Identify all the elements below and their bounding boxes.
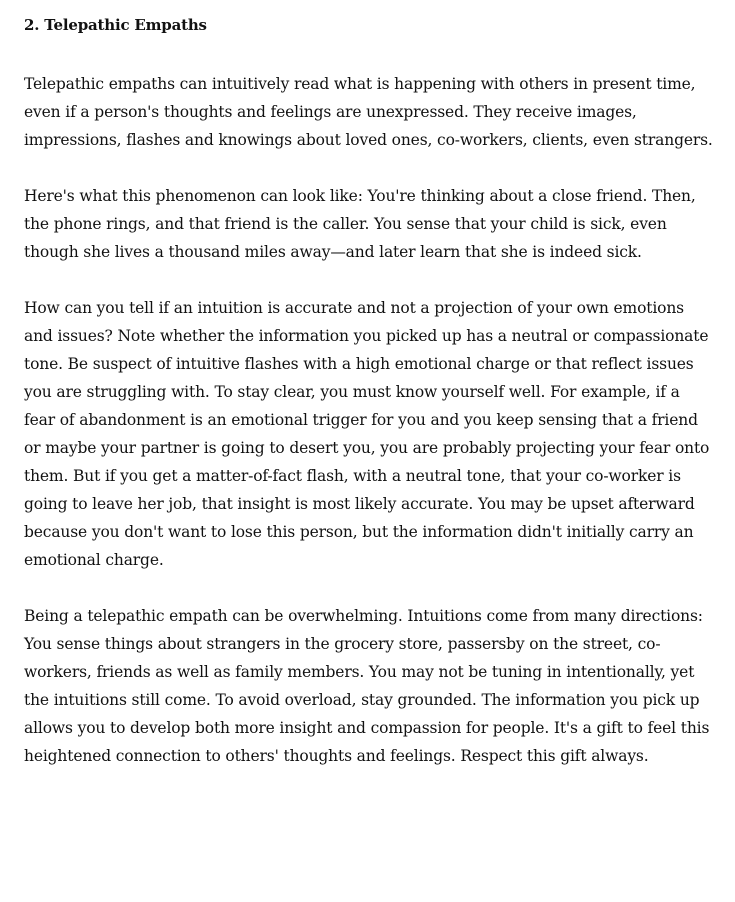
paragraph-4: Being a telepathic empath can be overwhelming. Intuitions come from many directions: You sense things about strangers in the grocery store, passersby on the street, co-workers, friends as well as family members. You may not be tuning in intentionally, yet the intuitions still come. To avoid overload, stay grounded. The information you pick up allows you to develop both more insight and compassion for people. It's a gift to feel this heightened connection to others' thoughts and feelings. Respect this gift always. — [24, 607, 710, 765]
paragraph-1: Telepathic empaths can intuitively read what is happening with others in present time, even if a person's thoughts and feelings are unexpressed. They receive images, impressions, flashes and knowings about loved ones, co-workers, clients, even strangers. — [24, 75, 713, 149]
paragraph-3: How can you tell if an intuition is accurate and not a projection of your own emotions and issues? Note whether the information you picked up has a neutral or compassionate tone. Be suspect of intuitive flashes with a high emotional charge or that reflect issues you are struggling with. To stay clear, you must know yourself well. For example, if a fear of abandonment is an emotional trigger for you and you keep sensing that a friend or maybe your partner is going to desert you, you are probably projecting your fear onto them. But if you get a matter-of-fact flash, with a neutral tone, that your co-worker is going to leave her job, that insight is most likely accurate. You may be upset afterward because you don't want to lose this person, but the information didn't initially carry an emotional charge. — [24, 299, 710, 569]
paragraph-2: Here's what this phenomenon can look like: You're thinking about a close friend. Then, the phone rings, and that friend is the caller. You sense that your child is sick, even though she lives a thousand miles away—and later learn that she is indeed sick. — [24, 187, 696, 261]
section-heading: 2. Telepathic Empaths — [24, 16, 207, 34]
